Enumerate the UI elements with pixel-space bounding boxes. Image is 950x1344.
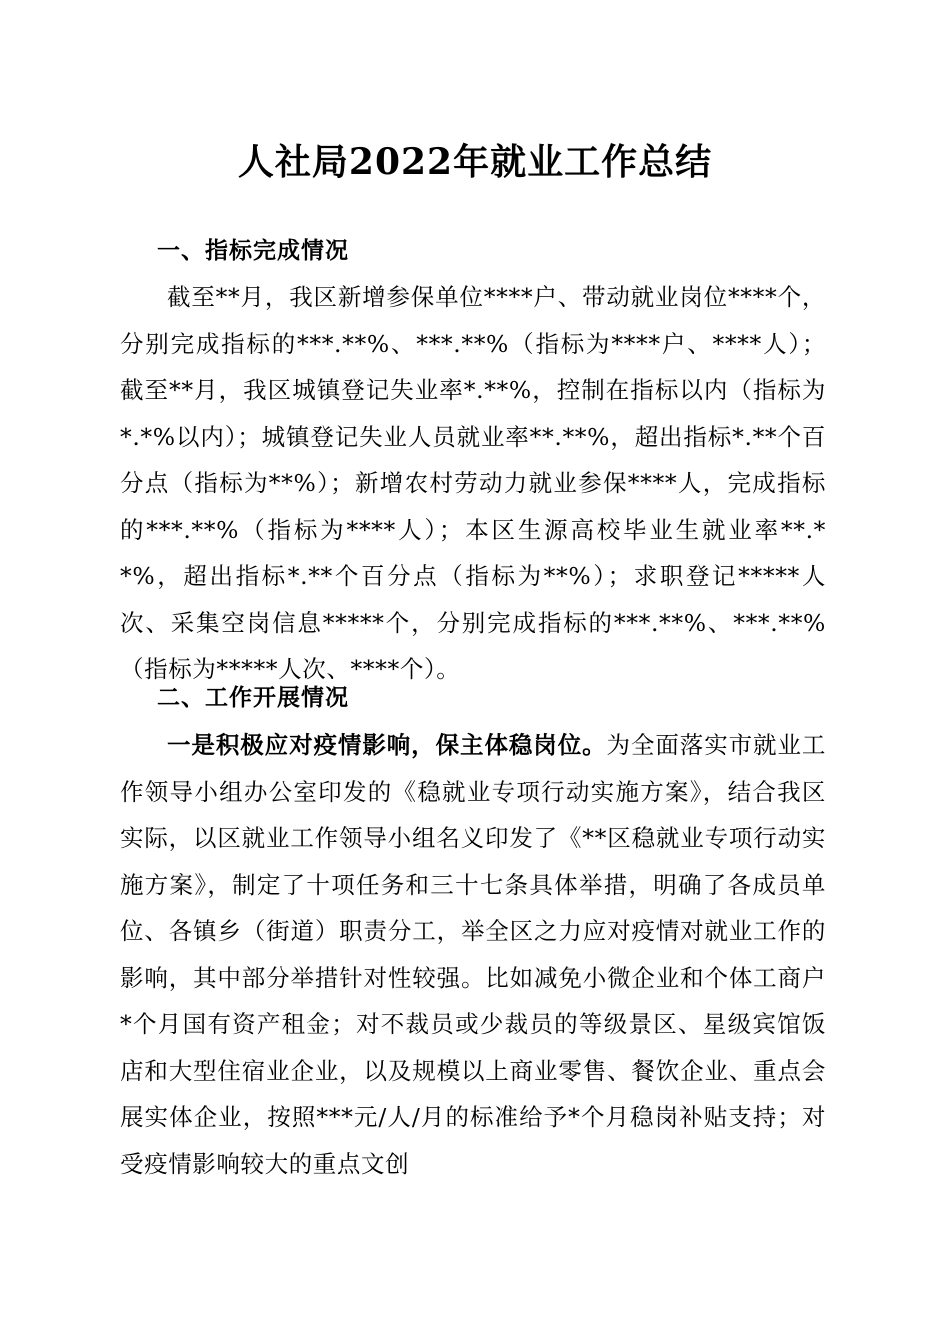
document-title: 人社局2022年就业工作总结 — [237, 141, 713, 183]
section-heading-indicators: 一、指标完成情况 — [157, 238, 349, 264]
paragraph-indicators: 截至**月，我区新增参保单位****户、带动就业岗位****个，分别完成指标的***.**%、***.**%（指标为****户、****人）；截至**月，我区城镇登记失业率*.**%，控制在指标以内（指标为*.*%以内）；城镇登记失业人员就业率**.**%，超出指标*.**个百分点（指标为**%）；新增农村劳动力就业参保****人，完成指标的***.**%（指标为****人）；本区生源高校毕业生就业率**.**%，超出指标*.**个百分点（指标为**%）；求职登记*****人次、采集空岗信息*****个，分别完成指标的***.**%、***.**%（指标为*****人次、****个）。 — [120, 283, 826, 683]
section-body-indicators — [120, 274, 826, 693]
section-heading-work-progress: 二、工作开展情况 — [157, 685, 349, 711]
paragraph-work-progress-text: 为全面落实市就业工作领导小组办公室印发的《稳就业专项行动实施方案》，结合我区实际，以区就业工作领导小组名义印发了《**区稳就业专项行动实施方案》，制定了十项任务和三十七条具体举措，明确了各成员单位、各镇乡（街道）职责分工，举全区之力应对疫情对就业工作的影响，其中部分举措针对性较强。比如减免小微企业和个体工商户*个月国有资产租金；对不裁员或少裁员的等级景区、星级宾馆饭店和大型住宿业企业，以及规模以上商业零售、餐饮企业、重点会展实体企业，按照***元/人/月的标准给予*个月稳岗补贴支持；对受疫情影响较大的重点文创 — [120, 731, 826, 1178]
section-body-work-progress — [120, 722, 826, 1187]
paragraph-work-progress — [120, 722, 826, 1187]
paragraph-lead-sentence: 一是积极应对疫情影响，保主体稳岗位。 — [167, 731, 607, 759]
